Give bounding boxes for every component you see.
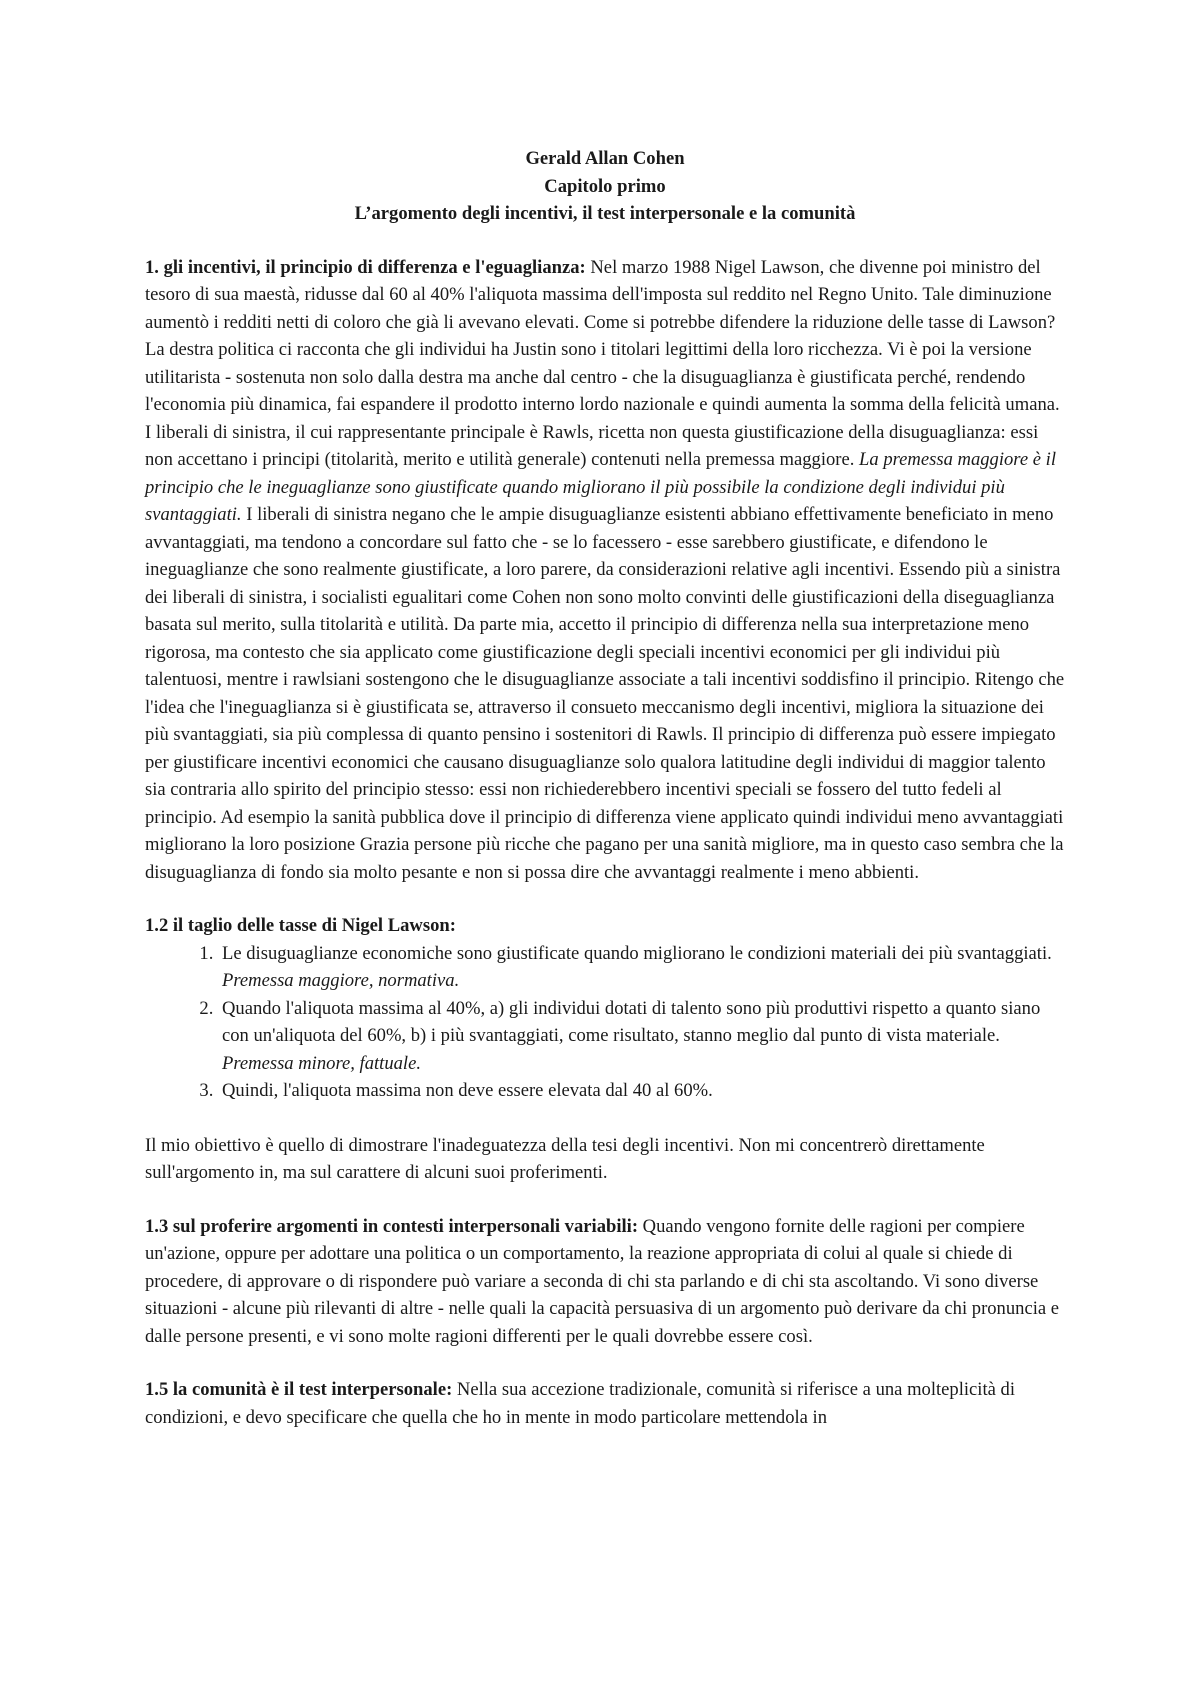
section-1-paragraph (145, 254, 1065, 887)
list-item-text: Quindi, l'aliquota massima non deve essere elevata dal 40 al 60%. (222, 1080, 713, 1101)
section-1-heading: 1. gli incentivi, il principio di differenza e l'eguaglianza: (145, 256, 586, 278)
section-3-text: Quando vengono fornite delle ragioni per compiere un'azione, oppure per adottare una politica o un comportamento, la reazione appropriata di colui al quale si chiede di procedere, di approvare o di rispondere può variare a seconda di chi sta parlando e di chi sta ascoltando. Vi sono diverse situazioni - alcune più rilevanti di altre - nelle quali la capacità persuasiva di un argomento può derivare da chi pronuncia e dalle persone presenti, e vi sono molte ragioni differenti per le quali dovrebbe essere così. (145, 1215, 1060, 1347)
document-heading (145, 145, 1065, 228)
list-item-note: Premessa minore, fattuale. (222, 1052, 421, 1074)
list-item-note: Premessa maggiore, normativa. (222, 970, 460, 991)
section-4-heading: 1.5 la comunità è il test interpersonale: (145, 1379, 453, 1400)
section-4-text: Nella sua accezione tradizionale, comunità si riferisce a una molteplicità di condizioni, e devo specificare che quella che ho in mente in modo particolare mettendola in (145, 1379, 1015, 1428)
author-name: Gerald Allan Cohen (525, 148, 685, 169)
section-1-text-a: Nel marzo 1988 Nigel Lawson, che divenne poi ministro del tesoro di sua maestà, ridusse dal 60 al 40% l'aliquota massima dell'imposta sul reddito nel Regno Unito. Tale diminuzione aumentò i redditi netti di coloro che già li avevano elevati. Come si potrebbe difendere la riduzione delle tasse di Lawson? La destra politica ci racconta che gli individui ha Justin sono i titolari legittimi della loro ricchezza. Vi è poi la versione utilitarista - sostenuta non solo dalla destra ma anche dal centro - che la disuguaglianza è giustificata perché, rendendo l'economia più dinamica, fai espandere il prodotto interno lordo nazionale e quindi aumenta la somma della felicità umana. I liberali di sinistra, il cui rappresentante principale è Rawls, ricetta non questa giustificazione della disuguaglianza: essi non accettano i principi (titolarità, merito e utilità generale) contenuti nella premessa maggiore. (145, 256, 1060, 470)
list-item-text: Le disuguaglianze economiche sono giustificate quando migliorano le condizioni materiali dei più svantaggiati. (222, 942, 1052, 964)
section-1-text-b: I liberali di sinistra negano che le ampie disuguaglianze esistenti abbiano effettivamente beneficiato in meno avvantaggiati, ma tendono a concordare sul fatto che - se lo facessero - esse sarebbero giustificate, e difendono le ineguaglianze che sono realmente giustificate, a loro parere, da considerazioni relative agli incentivi. Essendo più a sinistra dei liberali di sinistra, i socialisti egualitari come Cohen non sono molto convinti delle giustificazioni della diseguaglianza basata sul merito, sulla titolarità e utilità. Da parte mia, accetto il principio di differenza nella sua interpretazione meno rigorosa, ma contesto che sia applicato come giustificazione degli speciali incentivi economici per gli individui più talentuosi, mentre i rawlsiani sostengono che le disuguaglianze associate a tali incentivi soddisfino il principio. Ritengo che l'idea che l'ineguaglianza si è giustificata se, attraverso il consueto meccanismo degli incentivi, migliora la situazione dei più svantaggiati, sia più complessa di quanto pensino i sostenitori di Rawls. Il principio di differenza può essere impiegato per giustificare incentivi economici che causano disuguaglianze solo qualora latitudine degli individui di maggior talento sia contraria allo spirito del principio stesso: essi non richiederebbero incentivi speciali se fossero del tutto fedeli al principio. Ad esempio la sanità pubblica dove il principio di differenza viene applicato quindi individui meno avvantaggiati migliorano la loro posizione Grazia persone più ricche che pagano per una sanità migliore, ma in questo caso sembra che la disuguaglianza di fondo sia molto pesante e non si possa dire che avvantaggi realmente i meno abbienti. (145, 504, 1065, 883)
list-item (218, 940, 1065, 995)
section-3-heading: 1.3 sul proferire argomenti in contesti interpersonali variabili: (145, 1215, 639, 1237)
document-body (145, 145, 1065, 1457)
list-item (218, 995, 1065, 1078)
section-2-heading: 1.2 il taglio delle tasse di Nigel Lawson: (145, 915, 456, 936)
objective-paragraph: Il mio obiettivo è quello di dimostrare l'inadeguatezza della tesi degli incentivi. Non mi concentrerò direttamente sull'argomento in, ma sul carattere di alcuni suoi proferimenti. (145, 1134, 985, 1183)
section-1-italic: La premessa maggiore è il principio che le ineguaglianze sono giustificate quando migliorano il più possibile la condizione degli individui più svantaggiati. (145, 449, 1056, 525)
section-4-paragraph (145, 1376, 1065, 1431)
chapter-label: Capitolo primo (544, 175, 666, 197)
chapter-title: L’argomento degli incentivi, il test interpersonale e la comunità (354, 203, 856, 224)
section-3-paragraph (145, 1213, 1065, 1351)
argument-list (145, 940, 1065, 1105)
list-item (218, 1077, 1065, 1105)
list-item-text: Quando l'aliquota massima al 40%, a) gli individui dotati di talento sono più produttivi rispetto a quanto siano con un'aliquota del 60%, b) i più svantaggiati, come risultato, stanno meglio dal punto di vista materiale. (222, 997, 1041, 1046)
